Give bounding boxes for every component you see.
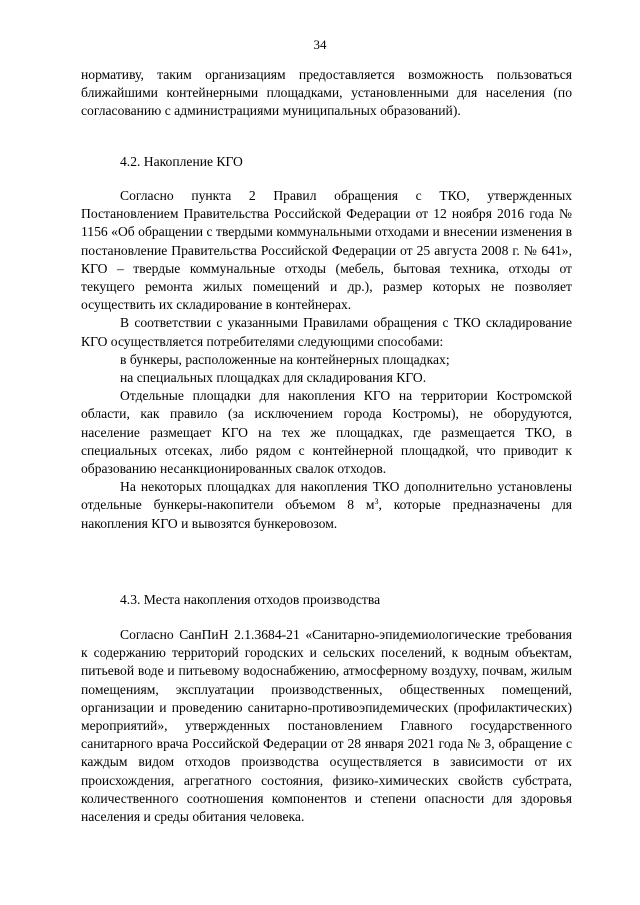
- paragraph-sanpin: Согласно СанПиН 2.1.3684-21 «Санитарно-эпидемиологические требования к содержанию территорий городских и сельских поселений, к водным объектам, питьевой воде и питьевому водоснабжению, атмосферному воздуху, почвам, жилым помещениям, эксплуатации производственных, общественных помещений, организации и проведению санитарно-противоэпидемических (профилактических) мероприятий», утвержденных постановлением Главного государственного санитарного врача Российской Федерации от 28 января 2021 года № 3, обращение с каждым видом отходов производства осуществляется в зависимости от их происхождения, агрегатного состояния, физико-химических свойств субстрата, количественного соотношения компонентов и степени опасности для здоровья населения и среды обитания человека.: [81, 627, 572, 825]
- cubic-superscript: 3: [374, 497, 379, 507]
- bunker-text-start: На некоторых площадках для накопления ТКО дополнительно установлены отдельные бункеры-накопители объемом 8 м: [81, 479, 572, 513]
- list-item-special-sites: на специальных площадках для складирования КГО.: [120, 370, 427, 386]
- continuation-block: [81, 66, 572, 121]
- section-heading-4-3: 4.3. Места накопления отходов производства: [120, 592, 381, 607]
- list-item-bunkers: в бункеры, расположенные на контейнерных площадках;: [120, 351, 450, 367]
- section-4-2-body: [81, 187, 572, 533]
- paragraph-bunker-storage: [81, 478, 572, 533]
- paragraph-kgo-methods: В соответствии с указанными Правилами обращения с ТКО складирование КГО осуществляется потребителями следующими способами:: [81, 315, 572, 349]
- continuation-paragraph: нормативу, таким организациям предоставляется возможность пользоваться ближайшими контейнерными площадками, установленными для населения (по согласованию с администрациями муниципальных образований).: [81, 67, 572, 119]
- paragraph-kgo-definition: Согласно пункта 2 Правил обращения с ТКО, утвержденных Постановлением Правительства Российской Федерации от 12 ноября 2016 года № 1156 «Об обращении с твердыми коммунальными отходами и внесении изменения в постановление Правительства Российской Федерации от 25 августа 2008 г. № 641», КГО – твердые коммунальные отходы (мебель, бытовая техника, отходы от текущего ремонта жилых помещений и др.), размер которых не позволяет осуществить их складирование в контейнерах.: [81, 188, 572, 313]
- paragraph-separate-sites: Отдельные площадки для накопления КГО на территории Костромской области, как правило (за исключением города Костромы), не оборудуются, население размещает КГО на тех же площадках, где размещается ТКО, в специальных отсеках, либо рядом с контейнерной площадкой, что приводит к образованию несанкционированных свалок отходов.: [81, 388, 572, 477]
- section-4-3-body: [81, 626, 572, 826]
- bunker-text-end: , которые предназначены для накопления КГО и вывозятся бункеровозом.: [81, 497, 572, 531]
- page-number: 34: [313, 37, 327, 52]
- section-heading-4-2: 4.2. Накопление КГО: [120, 154, 243, 169]
